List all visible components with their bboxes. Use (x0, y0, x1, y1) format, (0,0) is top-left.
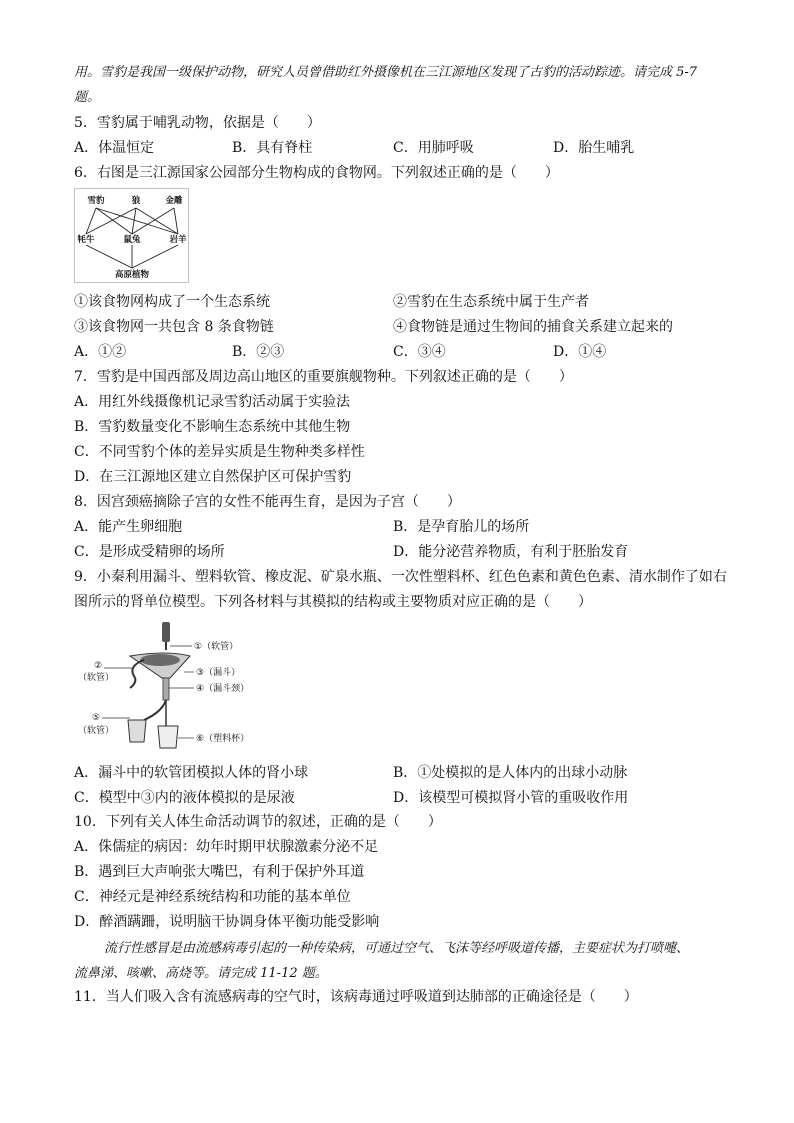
q8-stem: 8．因宫颈癌摘除子宫的女性不能再生育，是因为子宫（ ） (74, 494, 461, 510)
model-label-5: ⑤ (92, 713, 101, 723)
q11-stem: 11．当人们吸入含有流感病毒的空气时，该病毒通过呼吸道到达肺部的正确途径是（ ） (74, 989, 638, 1005)
q5-stem: 5．雪豹属于哺乳动物，依据是（ ） (74, 115, 321, 131)
model-label-2-sub: （软管） (78, 673, 115, 683)
food-web-top-2: 金雕 (165, 196, 183, 206)
q6-statement-3: ③该食物网一共包含 8 条食物链 (74, 319, 274, 335)
food-web-bottom: 高原植物 (114, 270, 150, 280)
model-label-4: ④（漏斗颈） (196, 684, 250, 694)
food-web-mid-1: 鼠兔 (123, 235, 141, 245)
model-label-1: ①（软管） (194, 642, 239, 652)
q10-option-d: D．醉酒蹒跚，说明脑干协调身体平衡功能受影响 (74, 914, 380, 930)
q10-option-a: A．侏儒症的病因：幼年时期甲状腺激素分泌不足 (74, 839, 379, 855)
q8-option-a: A．能产生卵细胞 (74, 519, 183, 535)
intro-5-7-line2: 题。 (74, 90, 101, 105)
food-web-mid-2: 岩羊 (169, 235, 187, 245)
q7-stem: 7．雪豹是中国西部及周边高山地区的重要旗舰物种。下列叙述正确的是（ ） (74, 369, 573, 385)
q6-option-b: B．②③ (232, 344, 285, 360)
food-web-figure (74, 188, 194, 284)
q6-option-c: C．③④ (393, 344, 446, 360)
q8-option-c: C．是形成受精卵的场所 (74, 544, 225, 560)
intro-5-7-line1: 用。雪豹是我国一级保护动物，研究人员曾借助红外摄像机在三江源地区发现了古豹的活动踪迹。请完成 5-7 (74, 65, 698, 80)
q6-statement-4: ④食物链是通过生物间的捕食关系建立起来的 (393, 319, 673, 335)
q9-stem-line1: 9．小秦利用漏斗、塑料软管、橡皮泥、矿泉水瓶、一次性塑料杯、红色色素和黄色色素、清水制作了如右 (74, 569, 727, 585)
q10-stem: 10．下列有关人体生命活动调节的叙述，正确的是（ ） (74, 814, 442, 830)
model-label-5-sub: （软管） (78, 726, 115, 736)
q10-option-c: C．神经元是神经系统结构和功能的基本单位 (74, 889, 351, 905)
q9-option-c: C．模型中③内的液体模拟的是尿液 (74, 790, 295, 806)
intro-11-12-line2: 流鼻涕、咳嗽、高烧等。请完成 11-12 题。 (74, 966, 328, 981)
q7-option-c: C．不同雪豹个体的差异实质是生物种类多样性 (74, 444, 365, 460)
q9-option-b: B．①处模拟的是人体内的出球小动脉 (393, 765, 628, 781)
q5-option-d: D．胎生哺乳 (553, 140, 635, 156)
q6-option-d: D．①④ (553, 344, 607, 360)
model-label-2: ② (94, 661, 103, 671)
q9-option-d: D．该模型可模拟肾小管的重吸收作用 (393, 790, 629, 806)
q6-option-a: A．①② (74, 344, 127, 360)
q6-statement-1: ①该食物网构成了一个生态系统 (74, 294, 270, 310)
food-web-mid-0: 牦牛 (77, 235, 95, 245)
q8-option-b: B．是孕育胎儿的场所 (393, 519, 530, 535)
q9-option-a: A．漏斗中的软管团模拟人体的肾小球 (74, 765, 309, 781)
model-label-3: ③（漏斗） (196, 668, 241, 678)
q5-option-c: C．用肺呼吸 (393, 140, 474, 156)
q8-option-d: D．能分泌营养物质，有利于胚胎发育 (393, 544, 629, 560)
intro-11-12-line1: 流行性感冒是由流感病毒引起的一种传染病，可通过空气、飞沫等经呼吸道传播，主要症状为打喷嚏、 (104, 941, 690, 956)
q9-stem-line2: 图所示的肾单位模型。下列各材料与其模拟的结构或主要物质对应正确的是（ ） (74, 594, 592, 610)
q5-option-b: B．具有脊柱 (232, 140, 313, 156)
q5-option-a: A．体温恒定 (74, 140, 155, 156)
q7-option-a: A．用红外线摄像机记录雪豹活动属于实验法 (74, 394, 351, 410)
kidney-model-figure (74, 616, 274, 756)
q7-option-d: D．在三江源地区建立自然保护区可保护雪豹 (74, 469, 352, 485)
food-web-top-0: 雪豹 (87, 196, 105, 206)
food-web-top-1: 狼 (131, 196, 141, 206)
q10-option-b: B．遇到巨大声响张大嘴巴，有利于保护外耳道 (74, 864, 365, 880)
q6-statement-2: ②雪豹在生态系统中属于生产者 (393, 294, 589, 310)
q6-stem: 6．右图是三江源国家公园部分生物构成的食物网。下列叙述正确的是（ ） (74, 165, 559, 181)
q7-option-b: B．雪豹数量变化不影响生态系统中其他生物 (74, 419, 351, 435)
model-label-6: ⑥（塑料杯） (196, 734, 250, 744)
